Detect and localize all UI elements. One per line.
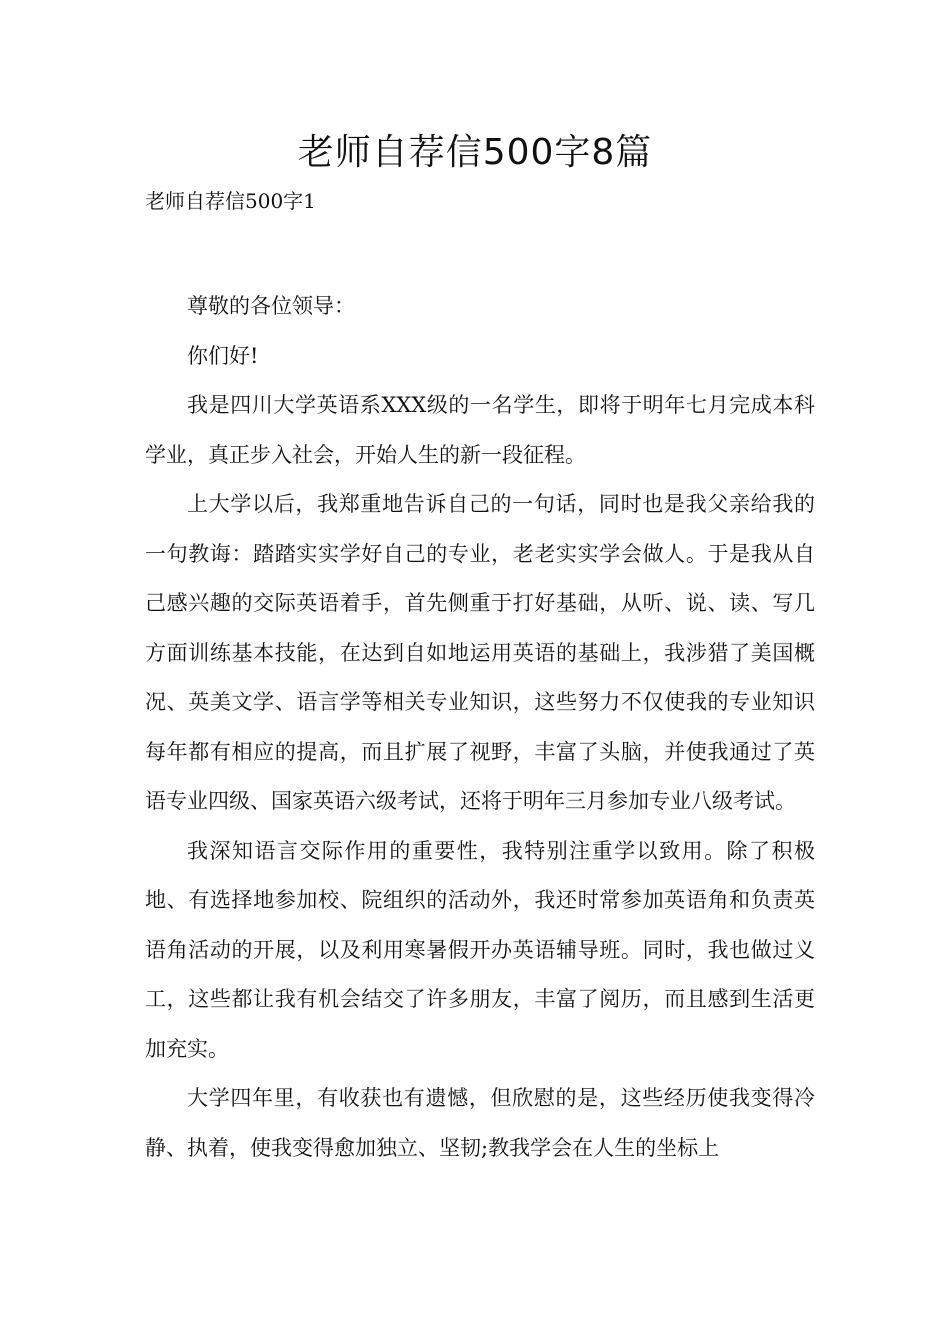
document-title: 老师自荐信500字8篇 — [297, 132, 653, 173]
section-heading: 老师自荐信500字1 — [145, 189, 316, 213]
body-paragraph: 我是四川大学英语系XXX级的一名学生，即将于明年七月完成本科学业，真正步入社会，开始人生的新一段征程。 — [145, 393, 815, 467]
greeting: 你们好! — [187, 343, 259, 368]
body-paragraph: 上大学以后，我郑重地告诉自己的一句话，同时也是我父亲给我的一句教诲：踏踏实实学好自己的专业，老老实实学会做人。于是我从自己感兴趣的交际英语着手，首先侧重于打好基础，从听、说、读、写几方面训练基本技能，在达到自如地运用英语的基础上，我涉猎了美国概况、英美文学、语言学等相关专业知识，这些努力不仅使我的专业知识每年都有相应的提高，而且扩展了视野，丰富了头脑，并使我通过了英语专业四级、国家英语六级考试，还将于明年三月参加专业八级考试。 — [145, 492, 815, 813]
body-paragraph: 我深知语言交际作用的重要性，我特别注重学以致用。除了积极地、有选择地参加校、院组织的活动外，我还时常参加英语角和负责英语角活动的开展，以及利用寒暑假开办英语辅导班。同时，我也做过义工，这些都让我有机会结交了许多朋友，丰富了阅历，而且感到生活更加充实。 — [145, 838, 815, 1061]
letter-body — [145, 282, 815, 1173]
body-paragraph: 大学四年里，有收获也有遗憾，但欣慰的是，这些经历使我变得冷静、执着，使我变得愈加独立、坚韧;教我学会在人生的坐标上 — [145, 1086, 815, 1160]
salutation: 尊敬的各位领导： — [187, 294, 355, 318]
